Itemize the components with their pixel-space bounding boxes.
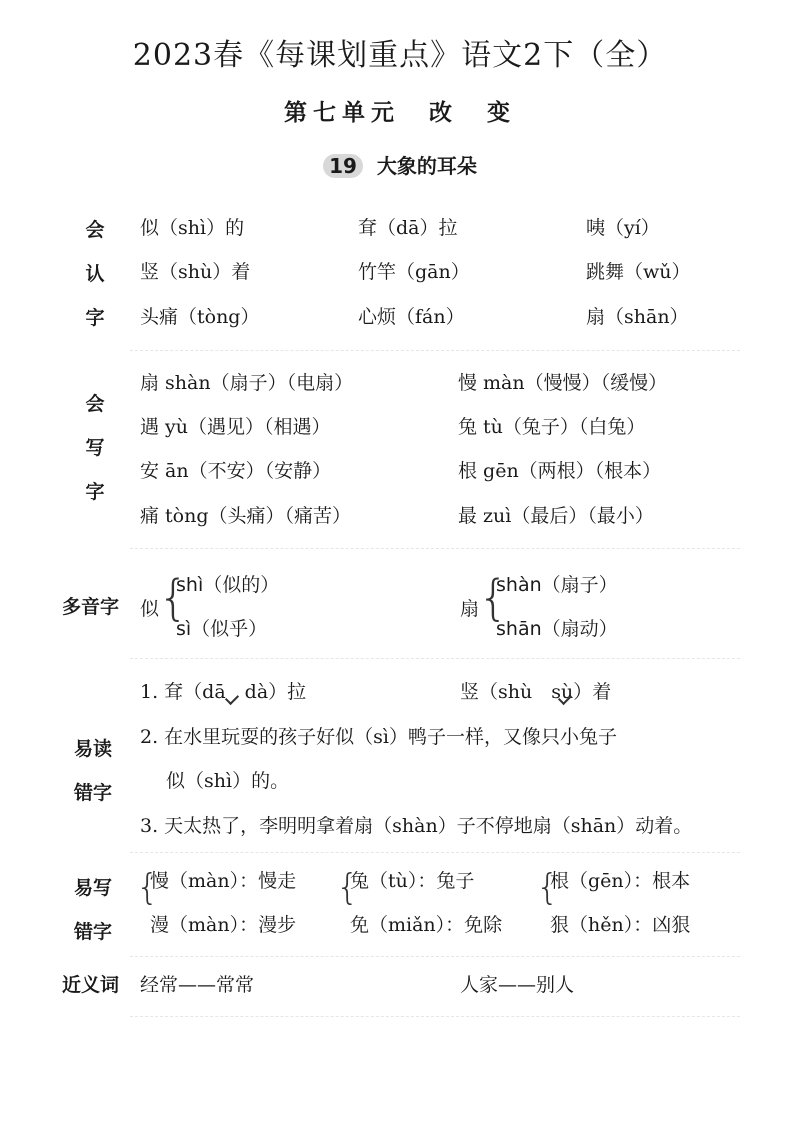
write-item: 扇 shàn（扇子）（电扇）: [140, 372, 354, 394]
miswrite-item: 免（miǎn）：免除: [350, 914, 503, 936]
misread-line-1a: 1. 耷（dā dà）拉: [140, 681, 307, 703]
recognize-item: 竹竿（gān）: [358, 261, 470, 283]
write-item: 根 gēn（两根）（根本）: [458, 460, 662, 482]
write-item: 慢 màn（慢慢）（缓慢）: [458, 372, 668, 394]
miswrite-item: 狠（hěn）：凶狠: [550, 914, 691, 936]
polyphonic-reading: shàn（扇子）: [496, 574, 618, 596]
synonym-item: 人家——别人: [460, 974, 575, 996]
recognize-item: 咦（yí）: [586, 217, 660, 239]
miswrite-item: 根（gēn）：根本: [550, 870, 691, 892]
recognize-item: 头痛（tòng）: [140, 306, 260, 328]
synonyms-label: 近义词: [62, 974, 120, 996]
recognize-label-char: 会: [85, 219, 105, 241]
lesson-number: 19: [323, 154, 363, 178]
write-item: 遇 yù（遇见）（相遇）: [140, 416, 331, 438]
divider: [130, 1016, 740, 1017]
write-item: 痛 tòng（头痛）（痛苦）: [140, 505, 352, 527]
brace-icon: {: [136, 867, 159, 908]
polyphonic-char: 扇: [460, 598, 480, 620]
miswrite-label: [74, 866, 112, 954]
divider: [130, 658, 740, 659]
recognize-item: 似（shì）的: [140, 217, 245, 239]
brace-icon: {: [336, 867, 359, 908]
polyphonic-reading: shān（扇动）: [496, 618, 618, 640]
lesson-title: 大象的耳朵: [376, 154, 477, 178]
recognize-item: 跳舞（wǔ）: [586, 261, 691, 283]
miswrite-item: 兔（tù）：兔子: [350, 870, 475, 892]
write-label-char: 字: [85, 481, 105, 503]
write-label-char: 会: [85, 393, 105, 415]
divider: [130, 350, 740, 351]
recognize-item: 心烦（fán）: [358, 306, 465, 328]
write-label: [80, 382, 110, 514]
polyphonic-label: 多音字: [62, 596, 120, 618]
recognize-item: 竖（shù）着: [140, 261, 251, 283]
divider: [130, 548, 740, 549]
miswrite-item: 慢（màn）：慢走: [150, 870, 297, 892]
recognize-item: 扇（shān）: [586, 306, 689, 328]
write-item: 安 ān（不安）（安静）: [140, 460, 332, 482]
write-item: 兔 tù（兔子）（白兔）: [458, 416, 646, 438]
misread-line-2b: 似（shì）的。: [166, 770, 290, 792]
page-title: 2023春《每课划重点》语文2下（全）: [132, 38, 668, 73]
misread-line-1b: 竖（shù sù）着: [460, 681, 612, 703]
misread-label: [74, 727, 112, 815]
misread-label-line: 错字: [74, 782, 113, 804]
write-item: 最 zuì（最后）（最小）: [458, 505, 654, 527]
polyphonic-reading: sì（似乎）: [176, 618, 268, 640]
miswrite-label-line: 错字: [74, 921, 113, 943]
recognize-label-char: 认: [85, 263, 105, 285]
polyphonic-reading: shì（似的）: [176, 574, 280, 596]
brace-icon: {: [158, 570, 189, 626]
misread-line-2: 2. 在水里玩耍的孩子好似（sì）鸭子一样，又像只小兔子: [140, 726, 617, 748]
synonym-item: 经常——常常: [140, 974, 255, 996]
write-label-char: 写: [85, 437, 105, 459]
recognize-label-char: 字: [85, 307, 105, 329]
brace-icon: {: [536, 867, 559, 908]
recognize-label: [80, 208, 110, 340]
divider: [130, 852, 740, 853]
misread-label-line: 易读: [74, 738, 113, 760]
polyphonic-char: 似: [140, 598, 160, 620]
unit-title: 第七单元 改 变: [284, 100, 516, 126]
miswrite-item: 漫（màn）：漫步: [150, 914, 297, 936]
brace-icon: {: [478, 570, 509, 626]
miswrite-label-line: 易写: [74, 877, 113, 899]
lesson-heading: [0, 150, 800, 179]
recognize-item: 耷（dā）拉: [358, 217, 458, 239]
misread-line-3: 3. 天太热了，李明明拿着扇（shàn）子不停地扇（shān）动着。: [140, 815, 693, 837]
divider: [130, 956, 740, 957]
